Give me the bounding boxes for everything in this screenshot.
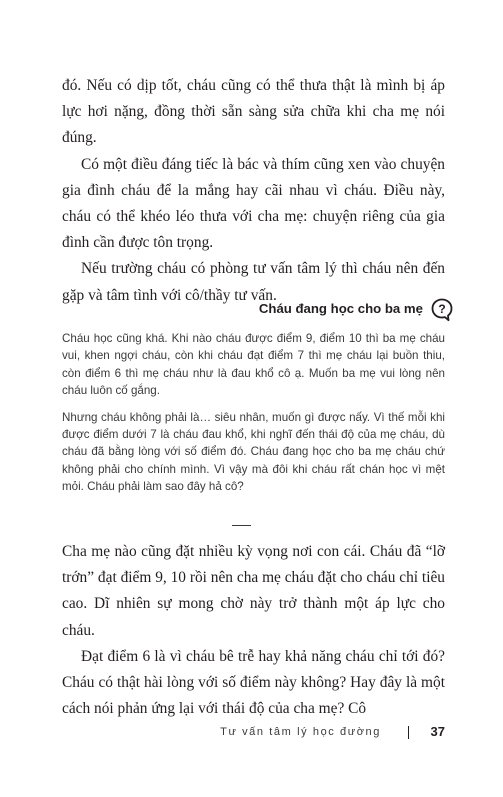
paragraph: đó. Nếu có dịp tốt, cháu cũng có thể thưa thật là mình bị áp lực hơi nặng, đồng thời sẵn sàng sửa chữa khi cha mẹ nói đúng. — [62, 77, 445, 147]
paragraph: Nếu trường cháu có phòng tư vấn tâm lý thì cháu nên đến gặp và tâm tình với cô/thầy tư vấn. — [62, 260, 445, 304]
section-divider — [232, 525, 251, 526]
top-text-block — [62, 73, 445, 309]
question-text — [62, 330, 445, 505]
page-number: 37 — [430, 724, 445, 739]
paragraph: Cha mẹ nào cũng đặt nhiều kỳ vọng nơi con cái. Cháu đã “lỡ trớn” đạt điểm 9, 10 rồi nên cha mẹ cháu đặt cho cháu chỉ tiêu cao. Dĩ nhiên sự mong chờ này trở thành một áp lực cho cháu. — [62, 543, 445, 639]
question-title: Cháu đang học cho ba mẹ — [258, 301, 423, 316]
question-bubble-icon — [431, 298, 453, 322]
question-paragraph: Nhưng cháu không phải là… siêu nhân, muốn gì được nấy. Vì thế mỗi khi được điểm dưới 7 là cháu đau khổ, khi nghĩ đến thái độ của mẹ cháu, dù cháu đã bằng lòng với số điểm đó. Cháu đang học cho ba mẹ cháu chứ không phải cho chính mình. Vì vậy mà đôi khi cháu rất chán học vì mệt mỏi. Cháu phải làm sao đây hả cô? — [62, 410, 445, 494]
footer-separator — [408, 726, 409, 739]
svg-text:?: ? — [438, 302, 446, 316]
question-paragraph: Cháu học cũng khá. Khi nào cháu được điểm 9, điểm 10 thì ba mẹ cháu vui, khen ngợi cháu, còn khi cháu đạt điểm 7 thì mẹ cháu lại buồn thiu, còn điểm 6 thì mẹ cháu như là đau khổ cô ạ. Muốn ba mẹ vui lòng nên cháu luôn cố gắng. — [62, 332, 445, 398]
paragraph: Đạt điểm 6 là vì cháu bê trễ hay khả năng cháu chỉ tới đó? Cháu có thật hài lòng với số điểm này không? Hay đây là một cách nói phản ứng lại với thái độ của cha mẹ? Cô — [62, 647, 445, 718]
answer-text-block — [62, 539, 445, 722]
paragraph: Có một điều đáng tiếc là bác và thím cũng xen vào chuyện gia đình cháu để la mắng hay cãi nhau vì cháu. Điều này, cháu có thể khéo léo thưa với cha mẹ: chuyện riêng của gia đình cần được tôn trọng. — [62, 155, 445, 252]
running-title: Tư vấn tâm lý học đường — [220, 726, 381, 738]
